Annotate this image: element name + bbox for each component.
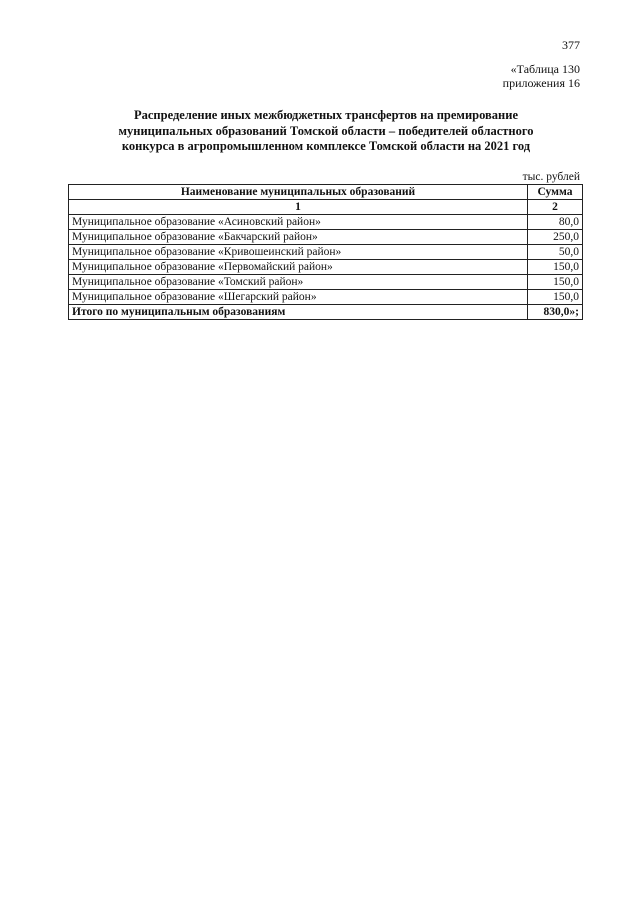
total-sum: 830,0»; [528, 305, 583, 320]
table-row [69, 230, 583, 245]
transfers-table [68, 184, 583, 320]
table-row [69, 275, 583, 290]
total-name: Итого по муниципальным образованиям [69, 305, 528, 320]
row-sum: 50,0 [528, 245, 583, 260]
table-row [69, 215, 583, 230]
row-name: Муниципальное образование «Томский район» [69, 275, 528, 290]
table-row [69, 245, 583, 260]
units-label: тыс. рублей [522, 171, 580, 183]
table-reference [503, 62, 580, 90]
column-number-name: 1 [69, 200, 528, 215]
title-line-2: муниципальных образований Томской области – победителей областного [118, 123, 534, 138]
row-name: Муниципальное образование «Первомайский район» [69, 260, 528, 275]
row-sum: 150,0 [528, 260, 583, 275]
page-number: 377 [562, 38, 580, 52]
title-line-1: Распределение иных межбюджетных трансфертов на премирование [133, 108, 518, 122]
header-sum: Сумма [528, 185, 583, 200]
row-sum: 80,0 [528, 215, 583, 230]
document-title [70, 108, 582, 155]
table-header-row [69, 185, 583, 200]
table-row [69, 260, 583, 275]
table-reference-line: «Таблица 130 [510, 62, 580, 76]
row-sum: 250,0 [528, 230, 583, 245]
row-sum: 150,0 [528, 275, 583, 290]
appendix-reference-line: приложения 16 [502, 76, 580, 90]
row-name: Муниципальное образование «Шегарский район» [69, 290, 528, 305]
row-name: Муниципальное образование «Кривошеинский район» [69, 245, 528, 260]
title-line-3: конкурса в агропромышленном комплексе Томской области на 2021 год [121, 139, 531, 153]
column-number-sum: 2 [528, 200, 583, 215]
column-number-row [69, 200, 583, 215]
row-name: Муниципальное образование «Асиновский район» [69, 215, 528, 230]
header-name: Наименование муниципальных образований [69, 185, 528, 200]
table-row [69, 290, 583, 305]
total-row [69, 305, 583, 320]
row-name: Муниципальное образование «Бакчарский район» [69, 230, 528, 245]
row-sum: 150,0 [528, 290, 583, 305]
